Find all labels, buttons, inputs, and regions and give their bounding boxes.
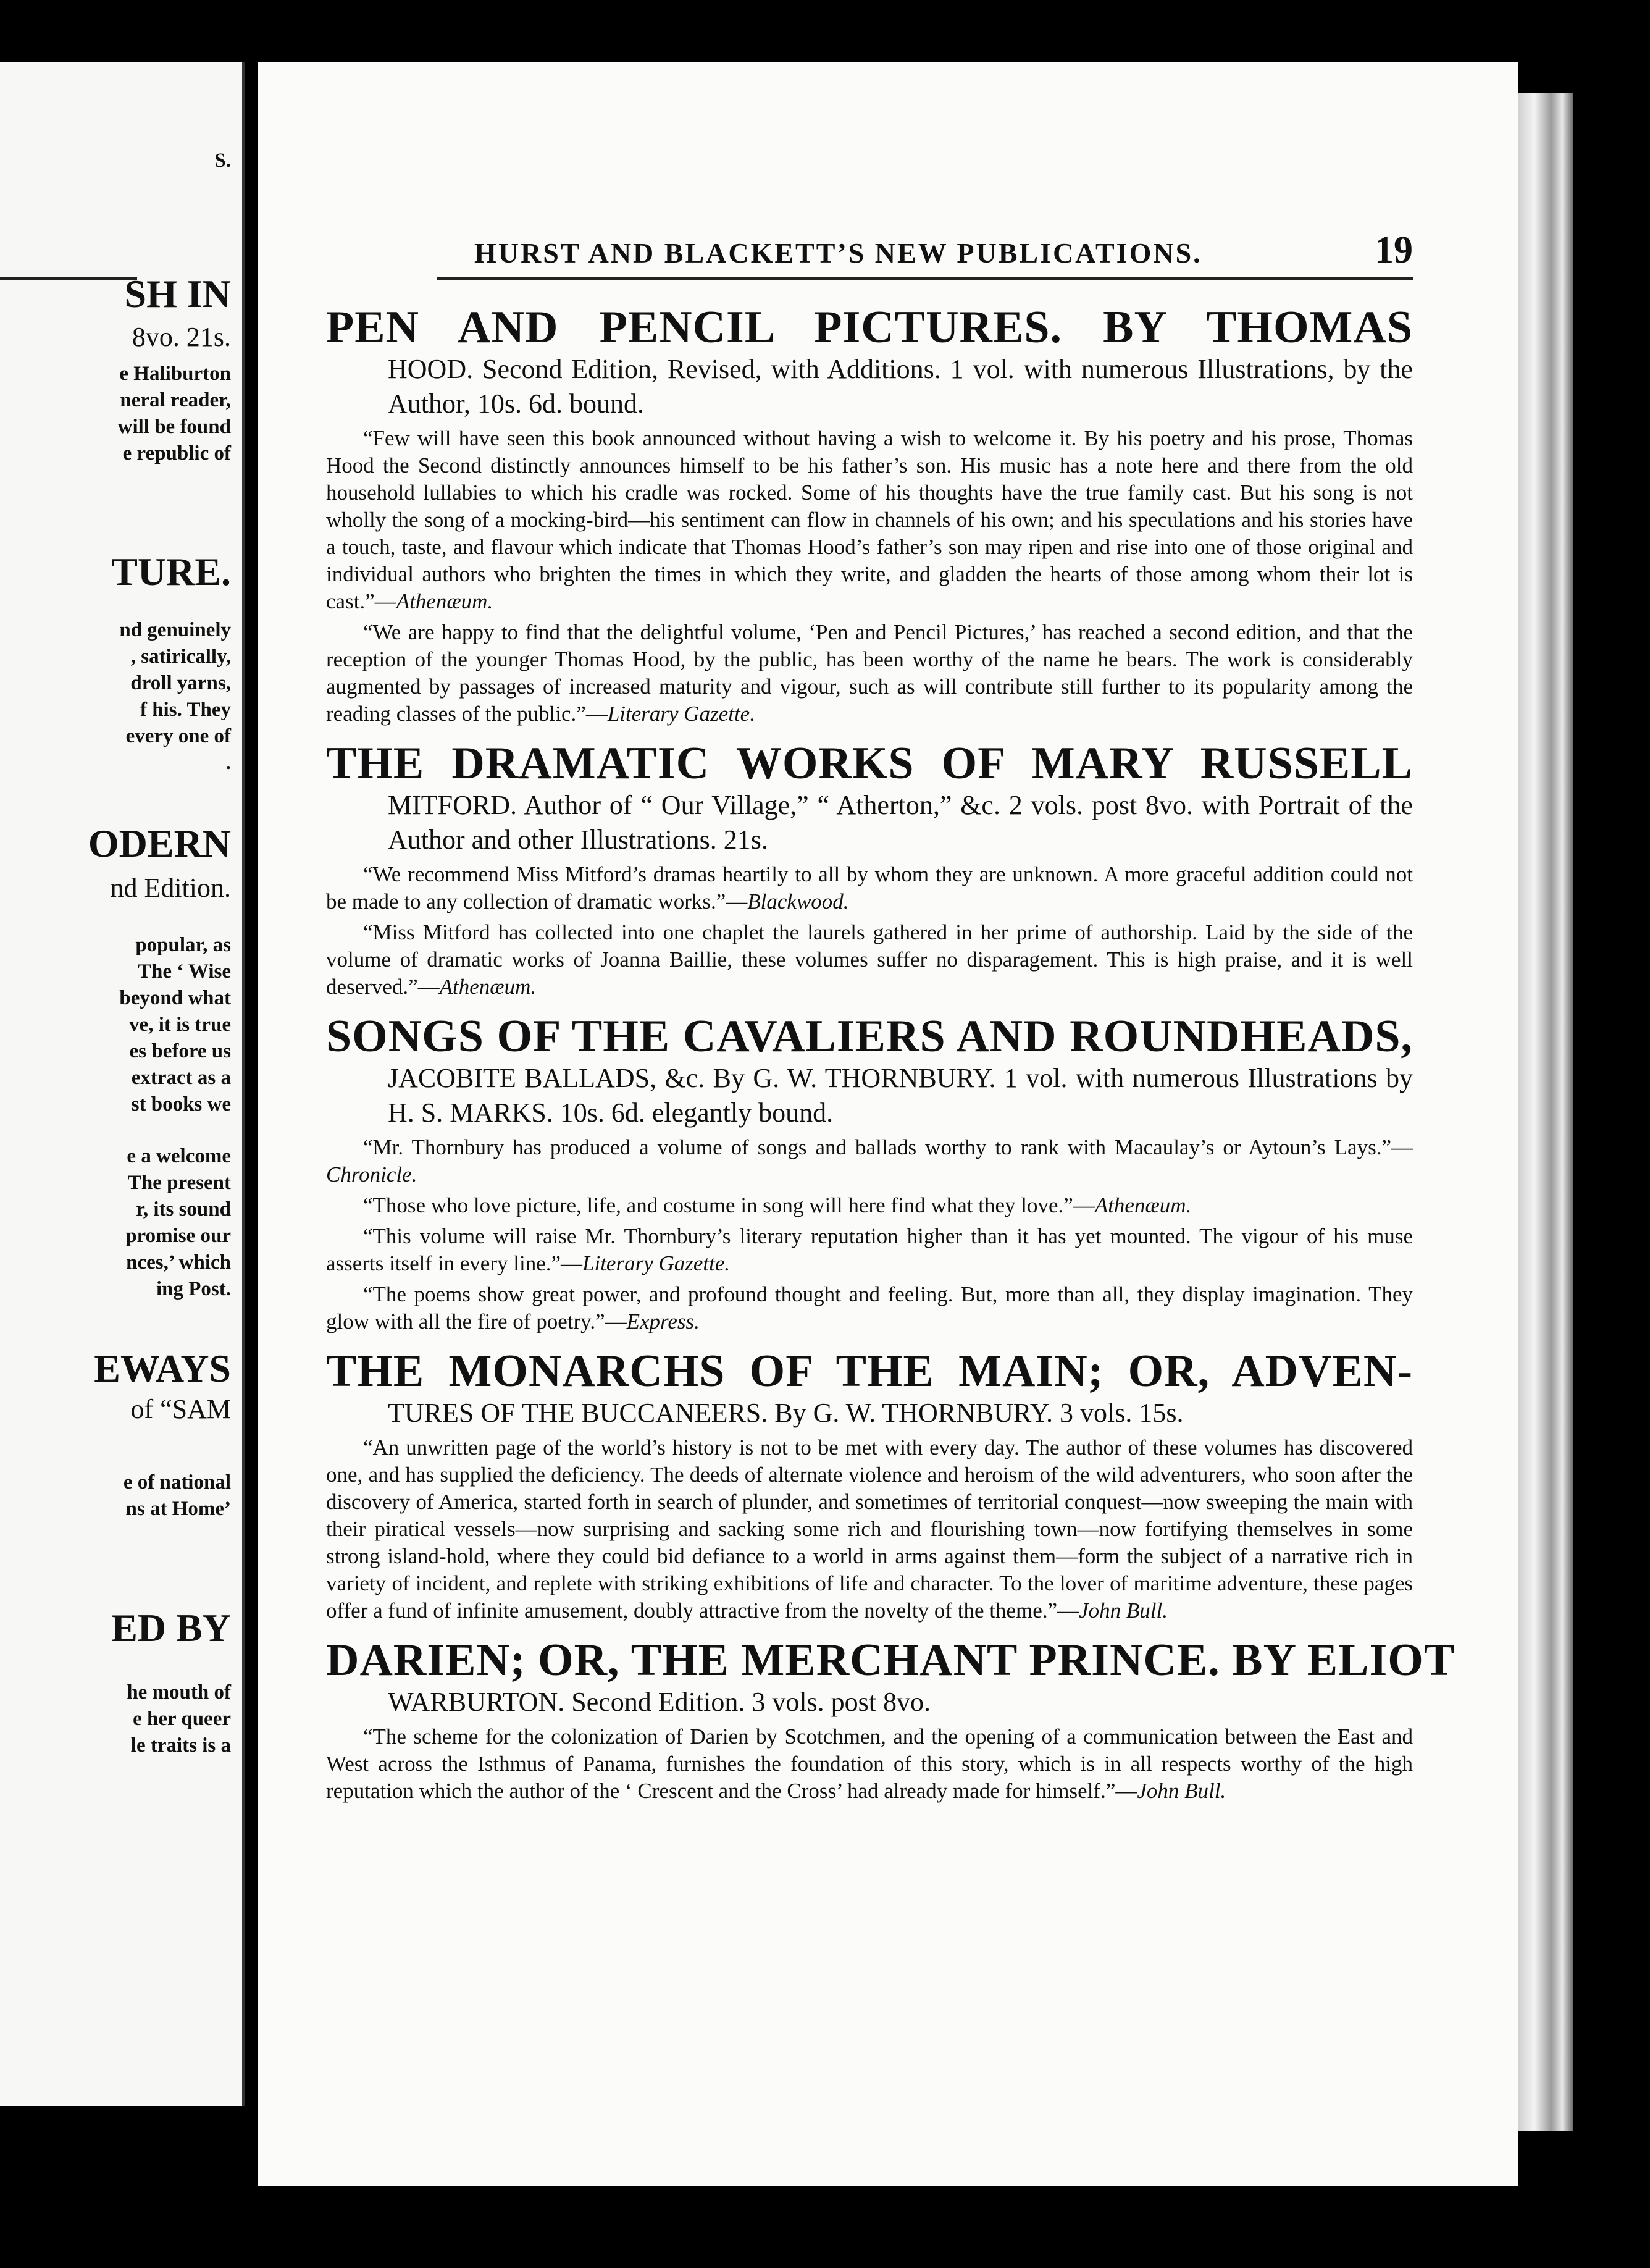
publication-title: SONGS OF THE CAVALIERS AND ROUNDHEADS,: [326, 1011, 1413, 1062]
review-source: Literary Gazette.: [582, 1251, 731, 1275]
left-page-text-fragment: will be found: [117, 416, 231, 438]
header-rule: [437, 277, 1413, 280]
left-page-fragment: [0, 62, 245, 2106]
publication-title: THE DRAMATIC WORKS OF MARY RUSSELL: [326, 738, 1413, 789]
review-text: “An unwritten page of the world’s history is not to be met with every day. The author of these volumes has discovered one, and has supplied the deficiency. The deeds of alternate violence and heroism of the wild adventurers, who soon after the discovery of America, started forth in search of plunder, and sometimes of territorial conquest—now sweeping the main with their piratical vessels—now surprising and sacking some rich and flourishing town—now fortifying themselves in some strong island-hold, where they could bid defiance to a world in arms against them—form the subject of a narrative rich in variety of incident, and replete with striking exhibitions of life and character. To the lover of maritime adventure, these pages offer a fund of infinite amusement, doubly attractive from the novelty of the theme.”—: [326, 1435, 1413, 1623]
review-quote: [326, 919, 1413, 1001]
publication-entry: [326, 1346, 1413, 1624]
publication-entry: [326, 303, 1413, 728]
review-quote: [326, 619, 1413, 728]
left-page-text-fragment: of “SAM: [130, 1394, 231, 1424]
left-page-text-fragment: neral reader,: [120, 389, 231, 411]
left-page-text-fragment: every one of: [125, 725, 231, 747]
left-page-text-fragment: e a welcome: [127, 1145, 231, 1167]
left-page-text-fragment: le traits is a: [130, 1734, 231, 1757]
publication-entry: [326, 1012, 1413, 1335]
left-page-text-fragment: The present: [127, 1172, 231, 1194]
publication-details: WARBURTON. Second Edition. 3 vols. post 8vo.: [388, 1687, 931, 1717]
review-quote: [326, 1134, 1413, 1188]
review-source: John Bull.: [1079, 1598, 1168, 1623]
left-page-text-fragment: ODERN: [88, 821, 231, 865]
left-page-text-fragment: EWAYS: [94, 1346, 231, 1390]
left-page-text-fragment: f his. They: [140, 699, 231, 721]
left-page-text-fragment: promise our: [125, 1225, 231, 1247]
left-page-text-fragment: ing Post.: [156, 1278, 231, 1300]
left-page-text-fragment: he mouth of: [127, 1681, 231, 1703]
left-page-text-fragment: nd genuinely: [119, 619, 231, 641]
left-page-text-fragment: beyond what: [119, 987, 231, 1009]
left-page-text-fragment: popular, as: [135, 934, 231, 956]
left-page-text-fragment: 8vo. 21s.: [132, 322, 231, 352]
review-quote: [326, 861, 1413, 915]
review-source: Blackwood.: [747, 889, 849, 914]
left-page-text-fragment: The ‘ Wise: [138, 960, 231, 983]
left-page-text-fragment: e Haliburton: [119, 363, 231, 385]
page-number: 19: [1375, 229, 1413, 271]
running-head: [326, 229, 1413, 272]
review-source: Athenæum.: [439, 975, 537, 999]
left-page-text-fragment: SH IN: [124, 272, 231, 316]
left-page-text-fragment: es before us: [129, 1040, 231, 1062]
left-page-text-fragment: S.: [214, 149, 231, 172]
publication-title: DARIEN; OR, THE MERCHANT PRINCE. BY ELIOT: [326, 1635, 1455, 1686]
review-quote: [326, 1281, 1413, 1335]
left-page-text-fragment: extract as a: [131, 1067, 231, 1089]
publication-details: TURES OF THE BUCCANEERS. By G. W. THORNBURY. 3 vols. 15s.: [388, 1398, 1184, 1428]
page-edge-shadow: [1518, 93, 1573, 2131]
left-page-text-fragment: .: [225, 752, 231, 774]
review-text: “Miss Mitford has collected into one chaplet the laurels gathered in her prime of authorship. Laid by the side of the volume of dramatic works of Joanna Baillie, these volumes suffer no disparagement. This is high praise, and it is well deserved.”—: [326, 920, 1413, 999]
running-title: HURST AND BLACKETT’S NEW PUBLICATIONS.: [474, 237, 1202, 269]
left-page-text-fragment: st books we: [131, 1093, 231, 1115]
review-source: Literary Gazette.: [607, 702, 755, 726]
left-page-text-fragment: ED BY: [111, 1606, 231, 1650]
left-page-text-fragment: droll yarns,: [130, 672, 231, 694]
review-text: “Those who love picture, life, and costume in song will here find what they love.”—: [363, 1193, 1095, 1217]
publication-details: HOOD. Second Edition, Revised, with Additions. 1 vol. with numerous Illustrations, by the Author, 10s. 6d. bound.: [388, 354, 1413, 419]
review-text: “We recommend Miss Mitford’s dramas heartily to all by whom they are unknown. A more graceful addition could not be made to any collection of dramatic works.”—: [326, 862, 1413, 914]
review-text: “The scheme for the colonization of Darien by Scotchmen, and the opening of a communication between the East and West across the Isthmus of Panama, furnishes the foundation of this story, which is in all respects worthy of the high reputation which the author of the ‘ Crescent and the Cross’ had already made for himself.”—: [326, 1724, 1413, 1803]
review-source: Express.: [626, 1309, 700, 1334]
review-quote: [326, 1223, 1413, 1277]
publication-list: [326, 302, 1455, 1816]
left-page-text-fragment: r, its sound: [136, 1198, 231, 1220]
left-page-text-fragment: nces,’ which: [126, 1251, 231, 1274]
left-page-text-fragment: TURE.: [111, 550, 231, 594]
review-text: “This volume will raise Mr. Thornbury’s literary reputation higher than it has yet mounted. The vigour of his muse asserts itself in every line.”—: [326, 1224, 1413, 1275]
publication-entry: [326, 739, 1413, 1001]
left-page-text-fragment: ns at Home’: [125, 1498, 231, 1520]
left-page-text-fragment: ve, it is true: [129, 1014, 231, 1036]
review-source: Athenæum.: [1094, 1193, 1192, 1217]
review-text: “We are happy to find that the delightful volume, ‘Pen and Pencil Pictures,’ has reached a second edition, and that the reception of the younger Thomas Hood, by the public, has been worthy of the name he bears. The work is considerably augmented by passages of increased maturity and vigour, such as will contribute still further to its popularity among the reading classes of the public.”—: [326, 620, 1413, 726]
review-quote: [326, 1434, 1413, 1624]
review-source: Athenæum.: [396, 589, 493, 613]
publication-details: MITFORD. Author of “ Our Village,” “ Atherton,” &c. 2 vols. post 8vo. with Portrait of the Author and other Illustrations. 21s.: [388, 790, 1413, 855]
publication-details: JACOBITE BALLADS, &c. By G. W. THORNBURY. 1 vol. with numerous Illustrations by H. S. MARKS. 10s. 6d. elegantly bound.: [388, 1063, 1413, 1128]
review-text: “Mr. Thornbury has produced a volume of songs and ballads worthy to rank with Macaulay’s or Aytoun’s Lays.”—: [363, 1135, 1413, 1159]
publication-entry: [326, 1635, 1455, 1805]
left-page-text-fragment: , satirically,: [130, 645, 231, 668]
review-quote: [326, 425, 1413, 615]
left-page-text-fragment: e of national: [123, 1471, 231, 1493]
review-source: John Bull.: [1137, 1779, 1226, 1803]
review-source: Chronicle.: [326, 1162, 417, 1186]
left-page-text-fragment: e her queer: [133, 1708, 231, 1730]
publication-title: PEN AND PENCIL PICTURES. BY THOMAS: [326, 302, 1413, 353]
publication-title: THE MONARCHS OF THE MAIN; OR, ADVEN-: [326, 1346, 1413, 1396]
review-text: “The poems show great power, and profound thought and feeling. But, more than all, they display imagination. They glow with all the fire of poetry.”—: [326, 1282, 1413, 1334]
review-quote: [326, 1723, 1413, 1805]
review-text: “Few will have seen this book announced without having a wish to welcome it. By his poetry and his prose, Thomas Hood the Second distinctly announces himself to be his father’s son. His music has a note here and there from the old household lullabies to which his cradle was rocked. Some of his thoughts have the true family cast. But his song is not wholly the song of a mocking-bird—his sentiment can flow in channels of his own; and his speculations and his stories have a touch, taste, and flavour which indicate that Thomas Hood’s father’s son may ripen and rise into one of those original and individual authors who brighten the times in which they write, and gladden the hearts of those among whom their lot is cast.”—: [326, 426, 1413, 613]
right-page: [258, 62, 1518, 2186]
left-page-text-fragment: nd Edition.: [110, 873, 231, 903]
review-quote: [326, 1192, 1413, 1219]
left-page-text-fragment: e republic of: [122, 442, 231, 464]
